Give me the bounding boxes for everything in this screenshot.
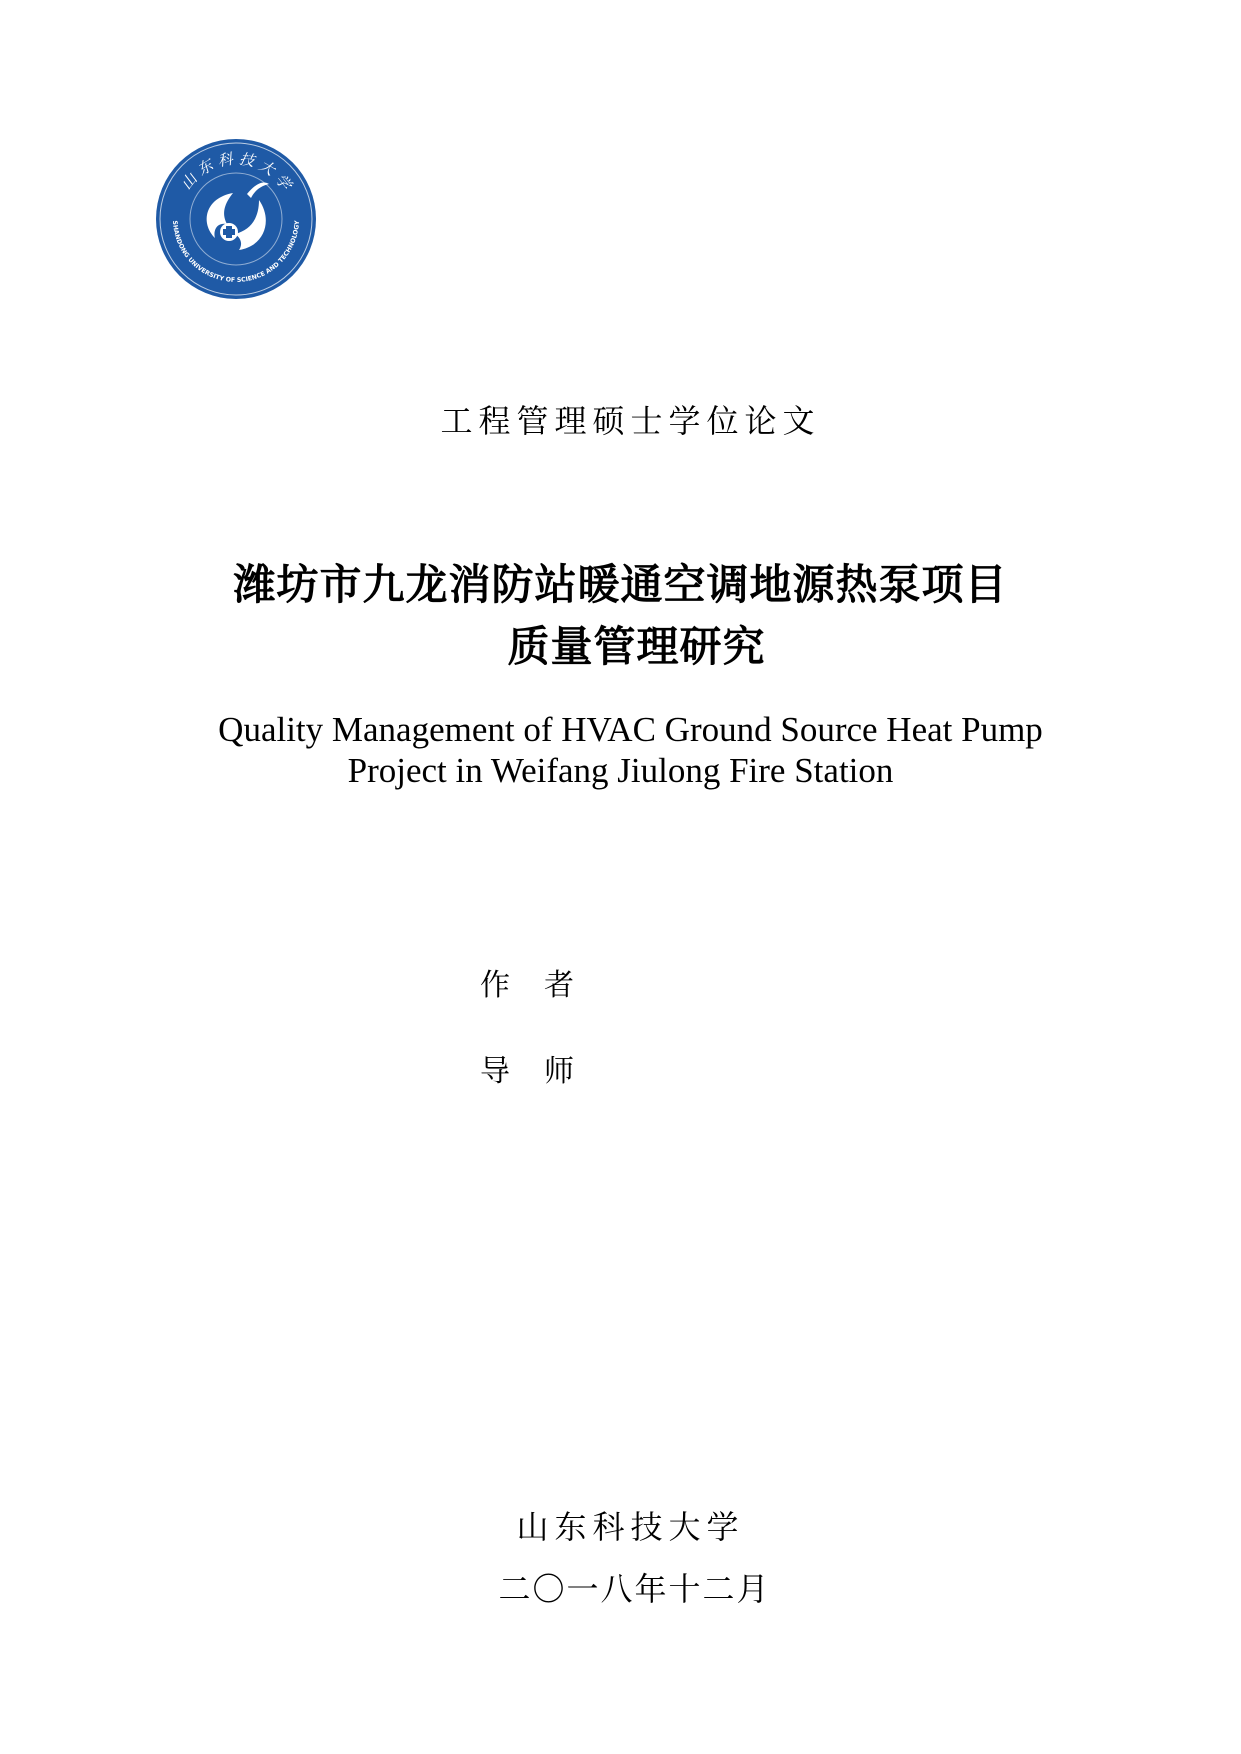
svg-text:SHANDONG UNIVERSITY OF SCIENCE: SHANDONG UNIVERSITY OF SCIENCE AND TECHNOLOGY [170,220,302,285]
thesis-title-en-line1: Quality Management of HVAC Ground Source Heat Pump [218,710,1043,749]
thesis-title-cn-line2: 质量管理研究 [507,622,766,671]
university-seal-icon [155,138,317,300]
degree-type: 工程管理硕士学位论文 [440,402,821,440]
advisor-label: 导师 [480,1054,608,1089]
university-logo [155,138,317,300]
submission-date: 二〇一八年十二月 [498,1570,771,1608]
thesis-title-en-line2: Project in Weifang Jiulong Fire Station [347,751,894,790]
author-label: 作者 [480,968,608,1003]
thesis-title-cn-line1: 潍坊市九龙消防站暖通空调地源热泵项目 [233,560,1008,609]
university-name: 山东科技大学 [516,1508,745,1546]
svg-text:山 东 科 技 大 学: 山 东 科 技 大 学 [177,149,295,194]
